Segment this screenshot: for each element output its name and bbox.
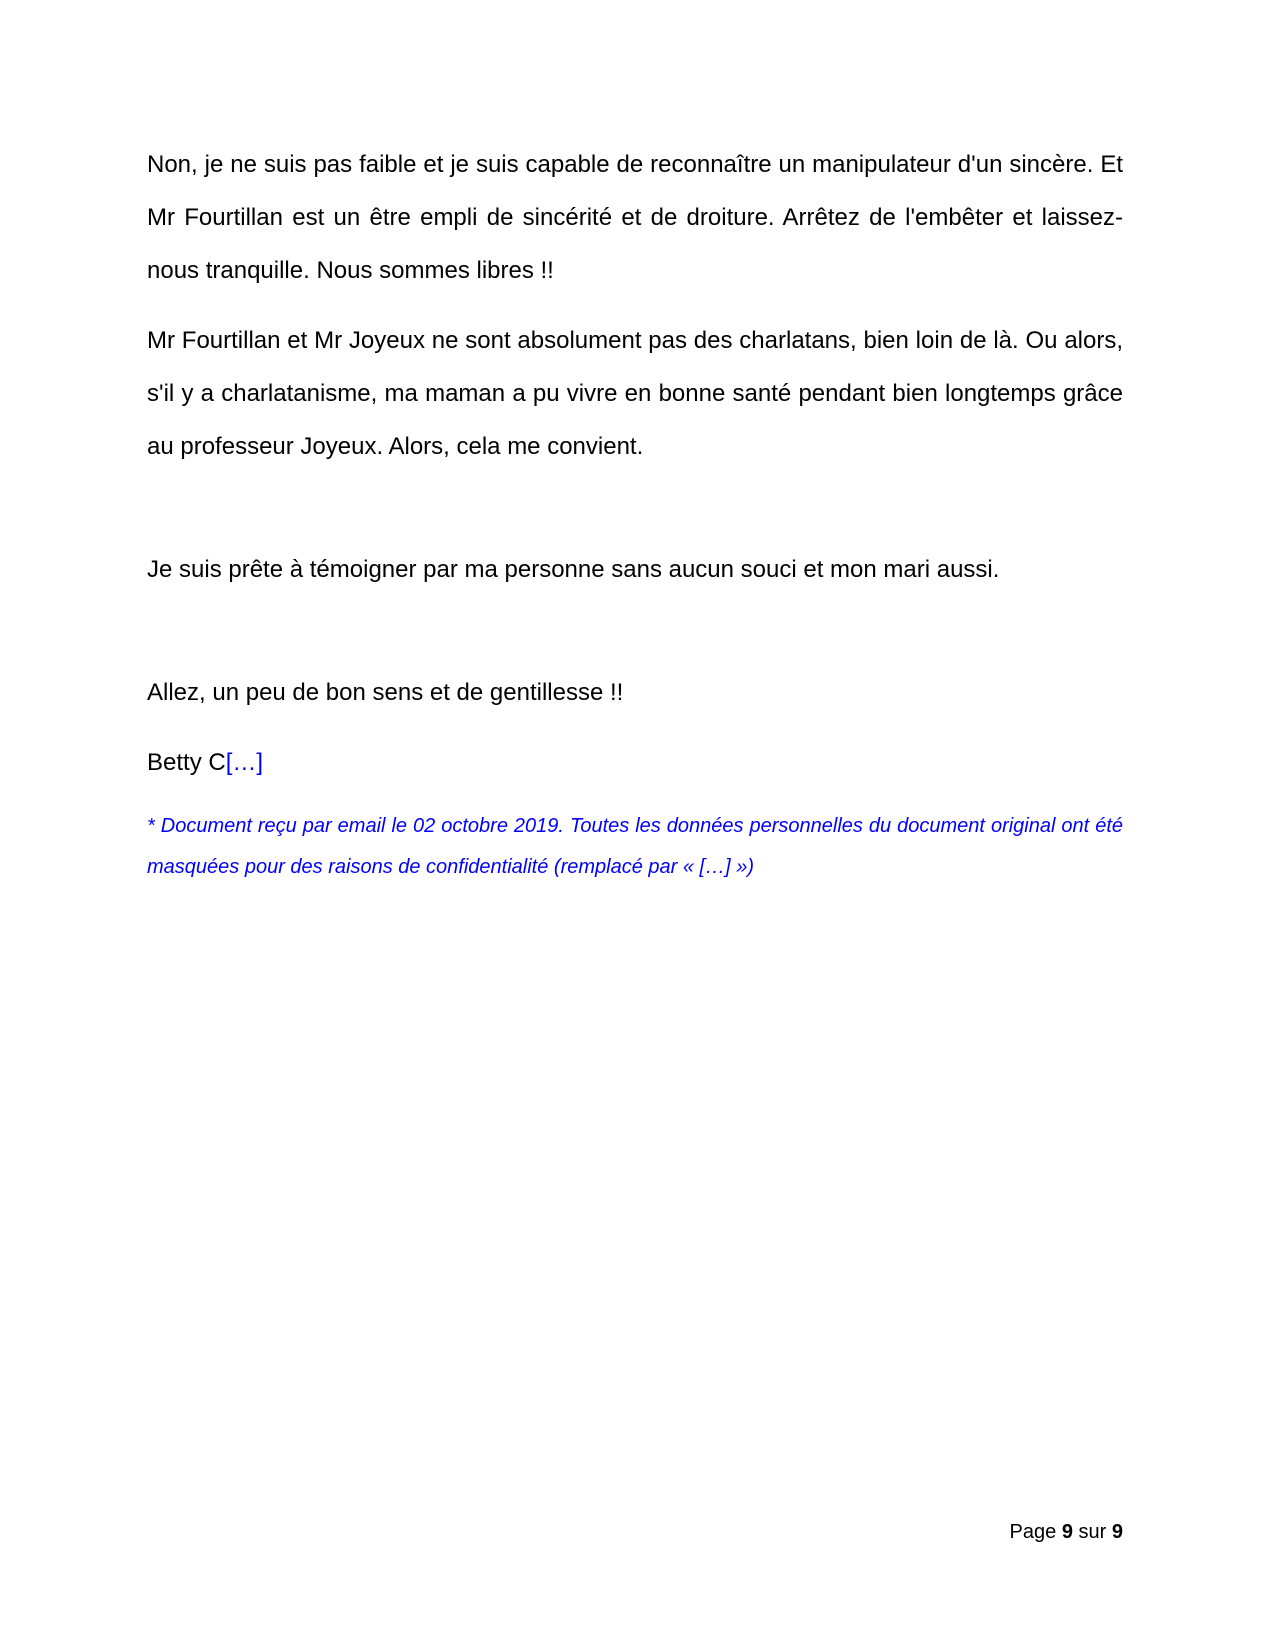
footer-of-label: sur [1078, 1521, 1107, 1543]
confidentiality-note: * Document reçu par email le 02 octobre 2019. Toutes les données personnelles du document original ont été masquées pour des raisons de confidentialité (remplacé par « […] ») [147, 815, 1123, 878]
paragraph-3: Je suis prête à témoigner par ma personne sans aucun souci et mon mari aussi. [147, 556, 1000, 583]
signature [147, 736, 1123, 789]
paragraph-2: Mr Fourtillan et Mr Joyeux ne sont absolument pas des charlatans, bien loin de là. Ou alors, s'il y a charlatanisme, ma maman a pu vivre en bonne santé pendant bien longtemps grâce au professeur Joyeux. Alors, cela me convient. [147, 327, 1123, 460]
document-body [147, 138, 1123, 888]
page-number-footer [1010, 1518, 1123, 1546]
footer-total-pages: 9 [1111, 1521, 1123, 1543]
paragraph-1: Non, je ne suis pas faible et je suis capable de reconnaître un manipulateur d'un sincère. Et Mr Fourtillan est un être empli de sincérité et de droiture. Arrêtez de l'embêter et laissez-nous tranquille. Nous sommes libres !! [147, 151, 1123, 284]
signature-name: Betty C [147, 749, 226, 776]
blank-line [147, 613, 1123, 666]
footer-page-label: Page [1009, 1521, 1057, 1543]
footer-current-page: 9 [1061, 1521, 1073, 1543]
blank-line [147, 490, 1123, 543]
paragraph-4: Allez, un peu de bon sens et de gentillesse !! [147, 679, 624, 706]
signature-redaction: […] [225, 749, 264, 776]
